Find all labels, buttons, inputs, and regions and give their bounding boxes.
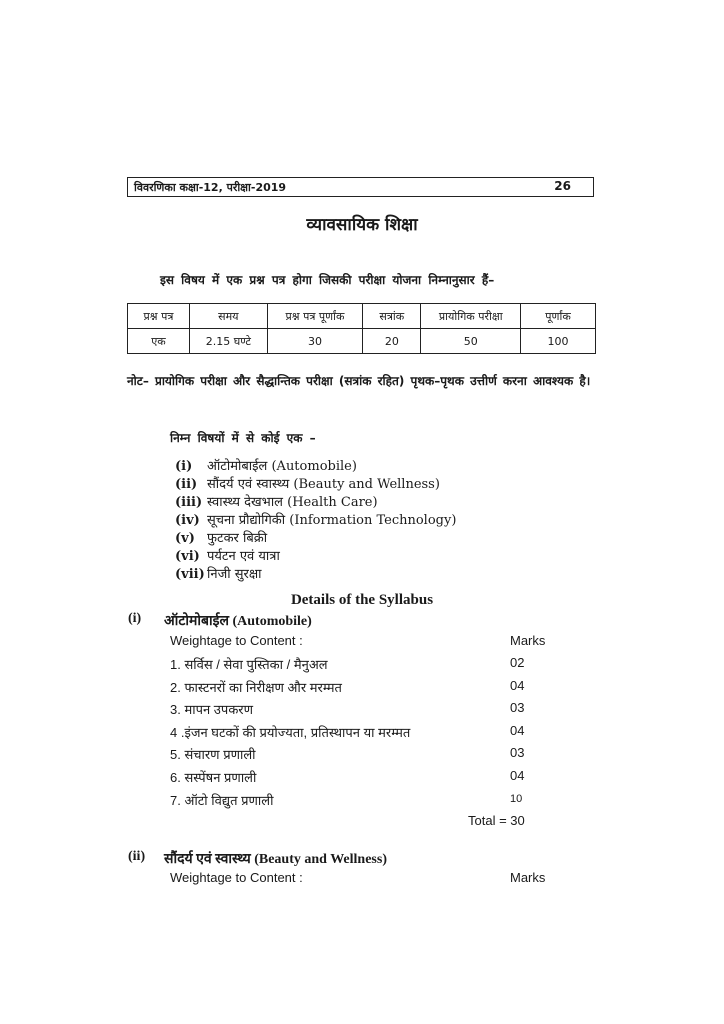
details-heading: Details of the Syllabus bbox=[290, 592, 434, 608]
table-cell: 50 bbox=[421, 329, 521, 354]
list-item bbox=[175, 530, 456, 548]
list-item bbox=[175, 494, 456, 512]
content-marks: 04 bbox=[510, 678, 525, 693]
table-cell: 30 bbox=[267, 329, 362, 354]
list-item-number: (iv) bbox=[175, 513, 200, 528]
note-text: नोट– प्रायोगिक परीक्षा और सैद्धान्तिक परीक्षा (सत्रांक रहित) पृथक–पृथक उत्तीर्ण करना आवश्यक है। bbox=[127, 374, 591, 388]
list-item-text: फुटकर बिक्री bbox=[207, 531, 268, 546]
page-header bbox=[127, 177, 594, 197]
list-item-number: (i) bbox=[175, 459, 193, 474]
list-item bbox=[175, 548, 456, 566]
section-number: (i) bbox=[128, 611, 142, 626]
table-row bbox=[128, 329, 596, 354]
content-marks: 10 bbox=[510, 793, 523, 805]
list-item-text: स्वास्थ्य देखभाल (Health Care) bbox=[207, 495, 378, 510]
header-text: विवरणिका कक्षा-12, परीक्षा-2019 bbox=[134, 181, 287, 194]
weightage-label: Weightage to Content : bbox=[170, 870, 303, 885]
content-label: 5. संचारण प्रणाली bbox=[170, 747, 256, 762]
table-header-cell: प्रश्न पत्र पूर्णांक bbox=[267, 304, 362, 329]
marks-label: Marks bbox=[510, 870, 546, 885]
content-marks: 03 bbox=[510, 745, 525, 760]
content-marks: 02 bbox=[510, 655, 525, 670]
table-header-cell: समय bbox=[189, 304, 267, 329]
list-item-number: (v) bbox=[175, 531, 195, 546]
table-cell: एक bbox=[128, 329, 190, 354]
list-item bbox=[175, 512, 456, 530]
content-marks: 04 bbox=[510, 723, 525, 738]
table-cell: 20 bbox=[363, 329, 421, 354]
exam-scheme-table bbox=[127, 303, 596, 354]
list-item-number: (ii) bbox=[175, 477, 198, 492]
content-marks: 03 bbox=[510, 700, 525, 715]
list-item bbox=[175, 458, 456, 476]
table-header-cell: सत्रांक bbox=[363, 304, 421, 329]
list-item-text: सूचना प्रौद्योगिकी (Information Technology) bbox=[207, 513, 457, 528]
list-item bbox=[175, 476, 456, 494]
content-label: 3. मापन उपकरण bbox=[170, 702, 254, 717]
table-header-row bbox=[128, 304, 596, 329]
section-title: सौंदर्य एवं स्वास्थ्य (Beauty and Wellness) bbox=[164, 852, 387, 867]
total-text: Total = 30 bbox=[468, 813, 525, 828]
content-label: 1. सर्विस / सेवा पुस्तिका / मैनुअल bbox=[170, 657, 328, 672]
list-item-text: पर्यटन एवं यात्रा bbox=[207, 549, 280, 564]
list-item-text: सौंदर्य एवं स्वास्थ्य (Beauty and Wellness) bbox=[207, 477, 440, 492]
list-item-text: निजी सुरक्षा bbox=[207, 567, 262, 582]
list-item bbox=[175, 566, 456, 584]
intro-text: इस विषय में एक प्रश्न पत्र होगा जिसकी परीक्षा योजना निम्नानुसार हैं– bbox=[160, 273, 495, 287]
content-label: 4 .इंजन घटकों की प्रयोज्यता, प्रतिस्थापन या मरम्मत bbox=[170, 725, 411, 740]
section-title: ऑटोमोबाईल (Automobile) bbox=[164, 614, 312, 629]
table-header-cell: प्रश्न पत्र bbox=[128, 304, 190, 329]
page-title: व्यावसायिक शिक्षा bbox=[306, 215, 418, 235]
page-number: 26 bbox=[554, 179, 571, 193]
subject-list bbox=[175, 458, 456, 584]
table-cell: 2.15 घण्टे bbox=[189, 329, 267, 354]
list-item-number: (vi) bbox=[175, 549, 200, 564]
list-item-text: ऑटोमोबाईल (Automobile) bbox=[207, 459, 357, 474]
choose-subject-text: निम्न विषयों में से कोई एक – bbox=[170, 431, 316, 445]
content-label: 2. फास्टनरों का निरीक्षण और मरम्मत bbox=[170, 680, 342, 695]
marks-label: Marks bbox=[510, 633, 546, 648]
weightage-label: Weightage to Content : bbox=[170, 633, 303, 648]
content-label: 7. ऑटो विद्युत प्रणाली bbox=[170, 793, 274, 808]
list-item-number: (iii) bbox=[175, 495, 203, 510]
section-number: (ii) bbox=[128, 849, 146, 864]
list-item-number: (vii) bbox=[175, 567, 205, 582]
table-cell: 100 bbox=[521, 329, 596, 354]
table-header-cell: पूर्णांक bbox=[521, 304, 596, 329]
content-label: 6. सस्पेंषन प्रणाली bbox=[170, 770, 257, 785]
content-marks: 04 bbox=[510, 768, 525, 783]
table-header-cell: प्रायोगिक परीक्षा bbox=[421, 304, 521, 329]
